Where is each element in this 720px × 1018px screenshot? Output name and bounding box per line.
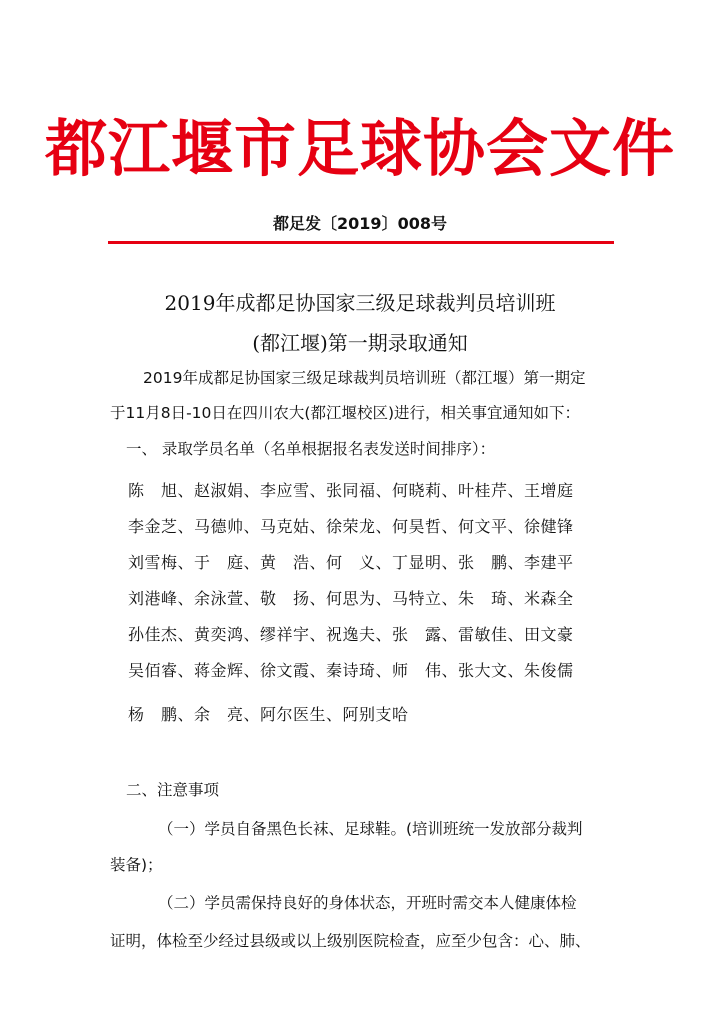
names-row: 陈 旭、赵淑娟、李应雪、张同福、何晓莉、叶桂芹、王增庭: [128, 481, 574, 500]
section2-heading: 二、注意事项: [126, 781, 220, 799]
notice-title-line2: (都江堰)第一期录取通知: [252, 331, 468, 355]
names-row: 李金芝、马德帅、马克姑、徐荣龙、何昊哲、何文平、徐健锋: [128, 517, 574, 536]
intro-line1: 2019年成都足协国家三级足球裁判员培训班（都江堰）第一期定: [143, 369, 586, 387]
intro-line2: 于11月8日-10日在四川农大(都江堰校区)进行，相关事宜通知如下：: [110, 404, 580, 422]
item1-line2: 装备)；: [110, 856, 163, 874]
document-number: 都足发〔2019〕008号: [273, 214, 447, 233]
header-red-rule: [108, 241, 614, 244]
names-row: 刘雪梅、于 庭、黄 浩、何 义、丁显明、张 鹏、李建平: [128, 553, 574, 572]
item1-line1: （一）学员自备黑色长袜、足球鞋。(培训班统一发放部分裁判: [158, 820, 583, 838]
names-row: 刘港峰、余泳萱、敬 扬、何思为、马特立、朱 琦、米森全: [128, 589, 574, 608]
names-row: 孙佳杰、黄奕鸿、缪祥宇、祝逸夫、张 露、雷敏佳、田文豪: [128, 625, 574, 644]
document-header-title: 都江堰市足球协会文件: [44, 112, 675, 185]
names-row: 吴佰睿、蒋金辉、徐文霞、秦诗琦、师 伟、张大文、朱俊儒: [128, 661, 574, 680]
notice-title-line1: 2019年成都足协国家三级足球裁判员培训班: [164, 291, 556, 315]
section1-heading: 一、 录取学员名单（名单根据报名表发送时间排序）：: [126, 440, 496, 458]
item2-line2: 证明，体检至少经过县级或以上级别医院检查，应至少包含：心、肺、: [110, 932, 591, 950]
names-row: 杨 鹏、余 亮、阿尔医生、阿别支哈: [128, 705, 409, 724]
item2-line1: （二）学员需保持良好的身体状态，开班时需交本人健康体检: [158, 894, 577, 912]
